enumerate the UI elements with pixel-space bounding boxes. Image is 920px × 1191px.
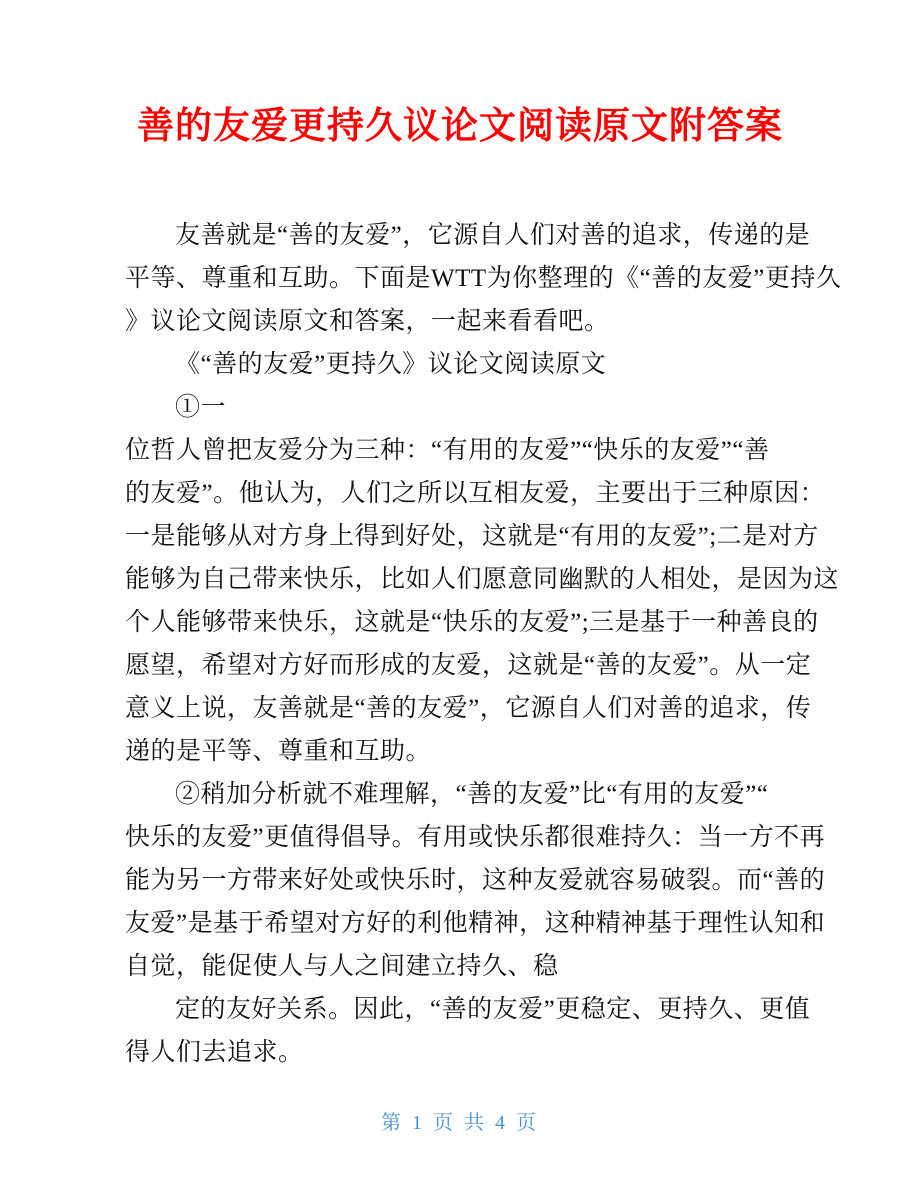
text-line: 得人们去追求。	[125, 1039, 304, 1066]
text-line: 一是能够从对方身上得到好处，这就是“有用的友爱”;二是对方	[125, 523, 819, 550]
text-line: 快乐的友爱”更值得倡导。有用或快乐都很难持久：当一方不再	[125, 824, 826, 851]
text-line: 自觉，能促使人与人之间建立持久、稳	[125, 953, 559, 980]
text-line: ②稍加分析就不难理解，“善的友爱”比“有用的友爱”“	[175, 781, 769, 808]
text-line: 的友爱”。他认为，人们之所以互相友爱，主要出于三种原因：	[125, 480, 826, 507]
text-line: 能够为自己带来快乐，比如人们愿意同幽默的人相处，是因为这	[125, 566, 840, 593]
text-line: 友善就是“善的友爱”，它源自人们对善的追求，传递的是	[175, 222, 811, 249]
text-line: 《“善的友爱”更持久》议论文阅读原文	[175, 351, 607, 378]
text-line: 愿望，希望对方好而形成的友爱，这就是“善的友爱”。从一定	[125, 652, 812, 679]
text-line: 能为另一方带来好处或快乐时，这种友爱就容易破裂。而“善的	[125, 867, 826, 894]
text-line: 》议论文阅读原文和答案，一起来看看吧。	[125, 308, 610, 335]
text-line: 递的是平等、尊重和互助。	[125, 738, 432, 765]
text-line: 意义上说，友善就是“善的友爱”，它源自人们对善的追求，传	[125, 695, 812, 722]
page-number-label: 第 1 页 共 4 页	[381, 1112, 539, 1134]
document-title: 善的友爱更持久议论文阅读原文附答案	[137, 105, 783, 146]
text-line: 平等、尊重和互助。下面是WTT为你整理的《“善的友爱”更持久	[125, 265, 842, 292]
text-line: ①一	[175, 394, 227, 421]
text-line: 个人能够带来快乐，这就是“快乐的友爱”;三是基于一种善良的	[125, 609, 819, 636]
document-body	[125, 214, 842, 1074]
text-line: 定的友好关系。因此，“善的友爱”更稳定、更持久、更值	[175, 996, 811, 1023]
text-line: 友爱”是基于希望对方好的利他精神，这种精神基于理性认知和	[125, 910, 826, 937]
page-footer	[0, 1106, 920, 1135]
text-line: 位哲人曾把友爱分为三种：“有用的友爱”“快乐的友爱”“善	[125, 437, 770, 464]
